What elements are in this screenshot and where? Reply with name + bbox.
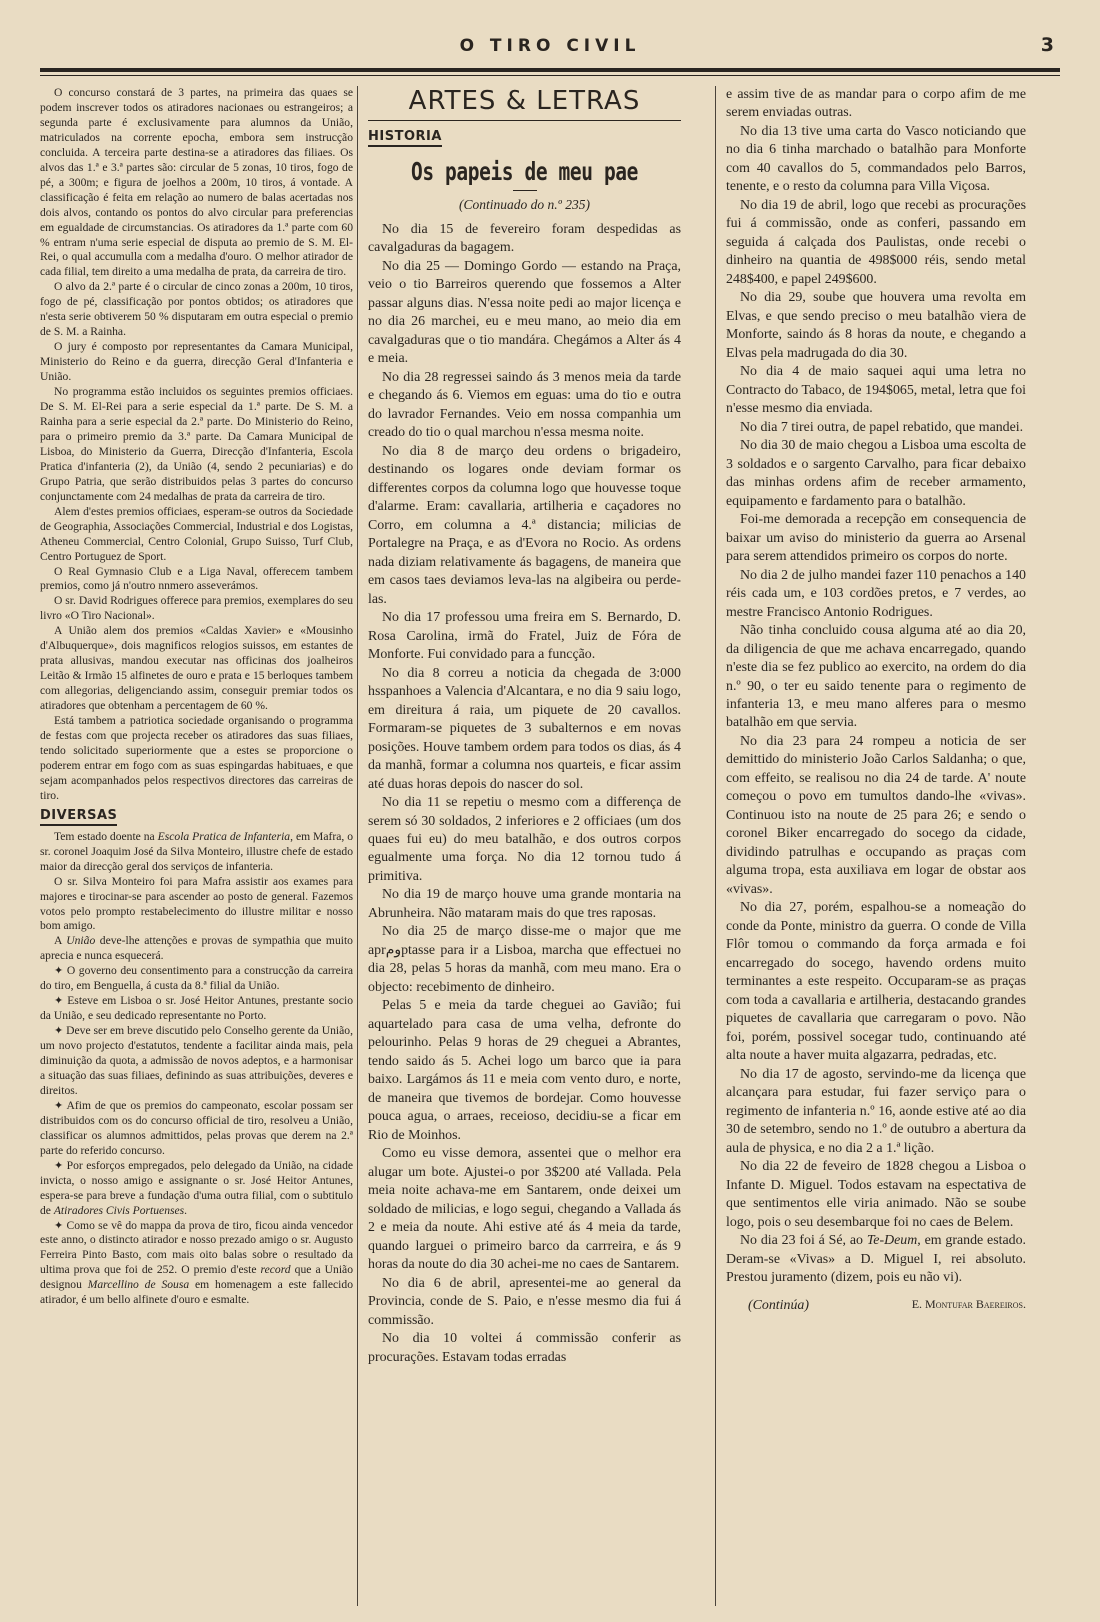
paragraph: No dia 8 correu a noticia da chegada de 3:000 hsspanhoes a Valencia d'Alcantara, e no dia 9 saiu logo, em direitura á raia, um piquete de 20 cavallos. Formaram-se piquetes de 3 subalternos e em novas posições. Houve tambem ordem para todos os dias, ás 4 da manhã, formar a columna nos quarteis, e ficar assim até duas horas depois do nascer do sol. — [368, 665, 681, 792]
paragraph: No dia 10 voltei á commissão conferir as procurações. Estavam todas erradas — [368, 1331, 681, 1365]
news-item: ✦ Esteve em Lisboa o sr. José Heitor Antunes, prestante socio da União, e seu dedicado representante no Porto. — [40, 994, 353, 1023]
title-rule — [513, 190, 537, 191]
article-title: Os papeis de meu pae — [410, 157, 639, 186]
paragraph: O sr. David Rodrigues offerece para premios, exemplares do seu livro «O Tiro Nacional». — [40, 594, 353, 623]
news-item: ✦ Deve ser em breve discutido pelo Conselho gerente da União, um novo projecto d'estatutos, tendente a facilitar ainda mais, pela diminuição da quota, a admissão de novos adeptos, e a harmonisar a situação das suas filiaes, definindo as suas attribuições, deveres e direitos. — [40, 1024, 353, 1097]
newspaper-page — [40, 26, 1060, 1606]
paragraph: No dia 25 de março disse-me o major que me aprومptasse para ir a Lisboa, marcha que effectuei no dia 28, pelas 5 horas da manhã, com meu mano. Era o objecto: recebimento de dinheiro. — [368, 924, 681, 995]
sub-section-heading: HISTORIA — [368, 129, 442, 147]
paragraph: No dia 2 de julho mandei fazer 110 penachos a 140 réis cada um, e 103 cordões pretos, e 7 verdes, ao mestre Francisco Antonio Rodrigues. — [726, 567, 1026, 620]
paragraph: No dia 27, porém, espalhou-se a nomeação do conde da Ponte, ministro da guerra. O conde de Villa Flôr tomou o commando da força armada e foi encarregado do socego, havendo ordens muito terminantes a este respeito. Occuparam-se as praças com toda a cavallaria e artilheria, destacando grandes piquetes de cavallaria que carregaram o povo. Não foi, porém, possivel socegar tudo, continuando até alta noute a haver muita algazarra, pedradas, etc. — [726, 900, 1026, 1064]
ornament-icon: ✦ — [54, 965, 64, 978]
paragraph: A União alem dos premios «Caldas Xavier» e «Mousinho d'Albuquerque», dois magnificos relogios suissos, em estantes de prata allusivas, mandou executar nas officinas dos joalheiros Leitão & Irmão 15 alfinetes de ouro e prata e 15 berloques tambem com allegorias, deligenciando assim, conseguir premiar todos os atiradores que obtenham a percentagem de 60 %. — [40, 624, 353, 713]
paragraph: Como eu visse demora, assentei que o melhor era alugar um bote. Ajustei-o por 3$200 até Vallada. Pela meia noite achava-me em Santarem, onde deixei um soldado de milicias, e logo segui, chegando a Vallada ás 2 e meia da noute. Ahi estive até ás 4 meia da tarde, quando larguei o primeiro barco da carrreira, e ás 9 horas da noute do dia 30 achei-me no caes de Santarem. — [368, 1146, 681, 1273]
paragraph: No dia 30 de maio chegou a Lisboa uma escolta de 3 soldados e o sargento Carvalho, para ficar debaixo das minhas ordens afim de receber armamento, equipamento e fardamento para o batalhão. — [726, 438, 1026, 509]
header-rule-thick — [40, 68, 1060, 72]
paragraph: No dia 19 de março houve uma grande montaria na Abrunheira. Não mataram mais do que tres raposas. — [368, 887, 681, 921]
page-number: 3 — [1040, 34, 1054, 56]
paragraph: No dia 13 tive uma carta do Vasco noticiando que no dia 6 tinha marchado o batalhão para Monforte com 40 cavallos do 5, commandados pelo Barros, tenente, e o resto da columna para Villa Viçosa. — [726, 123, 1026, 195]
ornament-icon: ✦ — [54, 1219, 64, 1232]
middle-column — [357, 86, 681, 1606]
paragraph: No dia 22 de feveiro de 1828 chegou a Lisboa o Infante D. Miguel. Todos estavam na espectativa de que sentimentos elle viria animado. Não se soube logo, pois o seu desembarque foi no caes de Belem. — [726, 1159, 1026, 1230]
paragraph: Pelas 5 e meia da tarde cheguei ao Gavião; fui aquartelado para casa de uma velha, defronte do pelourinho. Pelas 9 horas de 29 cheguei a Abrantes, tendo saido ás 5. Achei logo um barco que ia para baixo. Largámos ás 11 e meia com vento duro, e norte, de maneira que tivemos de bordejar. Como houvesse pouca agua, o arraes, receioso, decidiu-se a ficar em Rio de Moinhos. — [368, 998, 681, 1143]
ornament-icon: ✦ — [54, 1159, 64, 1172]
left-column — [40, 86, 353, 1606]
paragraph: Não tinha concluido cousa alguma até ao dia 20, da diligencia de que me achava encarregado, quando n'este dia se fez publico ao exercito, na ordem do dia n.º 90, o ter eu saido tenente para o regimento de infanteria 13, e meu mano alferes para o mesmo batalhão em que servia. — [726, 623, 1026, 731]
news-item: ✦ Como se vê do mappa da prova de tiro, ficou ainda vencedor este anno, o distincto atirador e nosso prezado amigo o sr. Augusto Ferreira Pinto Basto, com mais oito balas sobre o resultado da ultima prova que foi de 252. O premio d'este record que a União designou Marcellino de Sousa em homenagem a este fallecido atirador, é um bello alfinete d'ouro e esmalte. — [40, 1218, 353, 1307]
paragraph: O Real Gymnasio Club e a Liga Naval, offerecem tambem premios, como já n'outro nnmero asseverámos. — [40, 564, 353, 593]
paragraph: No dia 23 para 24 rompeu a noticia de ser demittido do ministerio João Carlos Saldanha; o que, com effeito, se realisou no dia 24 de tarde. A' noute começou o povo em tumultos dando-lhe «vivas». Continuou isto na noute de 25 para 26; e sendo o coronel Biker encarregado do socego da cidade, dividindo patrulhas e occupando as praças com alguma tropa, esta auxiliava em logar de obstar aos «vivas». — [726, 733, 1026, 897]
news-item: ✦ Por esforços empregados, pelo delegado da União, na cidade invicta, o nosso amigo e assignante o sr. José Heitor Antunes, espera-se para breve a fundação d'uma outra filial, com o subtitulo de Atiradores Civis Portuenses. — [40, 1158, 353, 1217]
paragraph: No dia 7 tirei outra, de papel rebatido, que mandei. — [740, 419, 1024, 435]
paragraph: No dia 4 de maio saquei aqui uma letra no Contracto do Tabaco, de 194$065, metal, letra que foi n'esse mesmo dia enviada. — [726, 364, 1026, 417]
paragraph: No dia 15 de fevereiro foram despedidas as cavalgaduras da bagagem. — [368, 222, 681, 256]
paragraph: No dia 11 se repetiu o mesmo com a differença de serem só 30 soldados, 2 inferiores e 2 officiaes (um dos quaes fui eu) do meu batalhão, e dos outros corpos egualmente uma força. No dia 12 tornou tudo á primitiva. — [368, 795, 681, 884]
paragraph: A União deve-lhe attenções e provas de sympathia que muito aprecia e nunca esquecerá. — [40, 934, 353, 963]
author-name: E. Montufar Baereiros. — [911, 1297, 1026, 1312]
paragraph: O jury é composto por representantes da Camara Municipal, Ministerio do Reino e da guerra, direcção Geral d'Infanteria e União. — [40, 340, 353, 384]
paragraph: Foi-me demorada a recepção em consequencia de baixar um aviso do ministerio da guerra ao Arsenal para serem attendidos primeiro os corpos do norte. — [726, 512, 1026, 565]
paragraph: No dia 23 foi á Sé, ao Te-Deum, em grande estado. Deram-se «Vivas» a D. Miguel I, rei absoluto. Prestou juramento (dizem, pois eu não vi). — [726, 1233, 1026, 1285]
paragraph: e assim tive de as mandar para o corpo afim de me serem enviadas outras. — [726, 87, 1026, 121]
paragraph: No dia 6 de abril, apresentei-me ao general da Provincia, conde de S. Paio, e n'esse mesmo dia fui á commissão. — [368, 1275, 681, 1328]
right-column — [715, 86, 1026, 1606]
paragraph: Tem estado doente na Escola Pratica de Infanteria, em Mafra, o sr. coronel Joaquim José da Silva Monteiro, illustre chefe de estado maior da direcção geral dos serviços de infanteria. — [40, 829, 353, 873]
section-title: ARTES & LETRAS — [368, 86, 681, 121]
paragraph: O concurso constará de 3 partes, na primeira das quaes se podem inscrever todos os atiradores nacionaes ou estrangeiros; a segunda parte é exclusivamente para alumnos da União, matriculados na corrente epocha, embora sem instrucção concluida. A terceira parte destina-se a atiradores das filiaes. Os alvos das 1.ª e 3.ª partes são: circular de 5 zonas, 10 tiros, fogo de pé, a 300m; e figura de joelhos a 200m, 10 tiros, á vontade. A classificação é feita em relação ao numero de balas acertadas nos dois alvos, contando os pontos do alvo circular para preferencias em egualdade de circumstancias. Os atiradores da 1.ª parte com 60 % entram n'uma serie especial de disputa ao premio de S. M. El-Rei, o qual accumulla com a medalha d'ouro. O melhor atirador de cada filial, tem direito a uma medalha de prata, da carreira de tiro. — [40, 86, 353, 279]
paragraph: O sr. Silva Monteiro foi para Mafra assistir aos exames para majores e tirocinar-se para ascender ao posto de general. Fazemos votos pelo prompto restabelecimento do illustre militar e nosso bom amigo. — [40, 874, 353, 933]
paragraph: Está tambem a patriotica sociedade organisando o programma de festas com que projecta receber os atiradores das suas filiaes, tendo solicitado superiormente que a estes se proporcione o poderem entrar em fogo com as suas espingardas habituaes, e que sejam acompanhados pelos respectivos directores das carreiras de tiro. — [40, 714, 353, 802]
ornament-icon: ✦ — [54, 995, 64, 1008]
paragraph: No dia 28 regressei saindo ás 3 menos meia da tarde e chegando ás 6. Viemos em eguas: uma do tio e outra do lavrador Fernandes. Veio em nossa companhia um creado do tio o qual marchou n'essa mesma noite. — [368, 369, 681, 441]
news-item: ✦ O governo deu consentimento para a construcção da carreira do tiro, em Benguella, á custa da 8.ª filial da União. — [40, 964, 353, 993]
paragraph: No dia 8 de março deu ordens o brigadeiro, destinando os logares onde deviam formar os differentes corpos da columna logo que houvesse toque d'alarme. Eram: cavallaria, artilheria e caçadores no Corro, em columna a 4.ª distancia; milicias de Portalegre na Praça, e as d'Evora no Rocio. As ordens nada diziam relativamente ás bagagens, de maneira que em casos taes deviamos leva-las na algibeira ou perde-las. — [368, 443, 681, 607]
paragraph: No dia 29, soube que houvera uma revolta em Elvas, e que sendo preciso o meu batalhão viera de Monforte, saindo ás 8 horas da noute, e chegando a Elvas pela madrugada do dia 30. — [726, 290, 1026, 361]
continued-note: (Continuado do n.º 235) — [459, 197, 590, 212]
page-header — [40, 26, 1060, 66]
paragraph: No dia 25 — Domingo Gordo — estando na Praça, veio o tio Barreiros querendo que fossemos a Alter passar alguns dias. N'essa noite pedi ao major licença e no dia 26 marchei, eu e meu mano, ao meio dia em cavalgaduras que o tio mandára. Chegámos a Alter ás 4 e meia. — [368, 258, 681, 367]
news-item: ✦ Afim de que os premios do campeonato, escolar possam ser distribuidos com os do concurso official de tiro, resolveu a União, classificar os alumnos admittidos, pelas provas que derem na 2.ª parte do referido concurso. — [40, 1098, 353, 1157]
paragraph: O alvo da 2.ª parte é o circular de cinco zonas a 200m, 10 tiros, fogo de pé, classificação por pontos obtidos; os atiradores que n'esta serie obtiverem 50 % disputaram em outra especial o premio de S. M. a Rainha. — [40, 280, 353, 339]
paragraph: No dia 17 professou uma freira em S. Bernardo, D. Rosa Carolina, irmã do Fratel, Juiz de Fóra de Monforte. Fui convidado para a funcção. — [368, 610, 681, 663]
header-rule-thin — [40, 75, 1060, 76]
section-heading-diversas: DIVERSAS — [40, 808, 117, 826]
ornament-icon: ✦ — [54, 1099, 64, 1112]
paragraph: No dia 17 de agosto, servindo-me da licença que alcançara para estudar, fui fazer serviço para o regimento de infanteria n.º 16, aonde estive até ao dia 30 de setembro, sendo no 1.º de outubro a abertura da aula de physica, e no dia 2 a 1.ª lição. — [726, 1066, 1026, 1156]
continues-note: (Continúa) — [748, 1298, 809, 1314]
article-signoff — [726, 1297, 1026, 1315]
paragraph: No programma estão incluidos os seguintes premios officiaes. De S. M. El-Rei para a serie especial da 1.ª parte. De S. M. a Rainha para a serie especial da 2.ª parte. Do Ministerio do Reino, para o primeiro premio da 3.ª parte. Da Camara Municipal de Lisboa, do Ministerio da Guerra, Direcção d'Infanteria, Escola Pratica d'infanteria (2), da União (4, sendo 2 pecuniarias) e do Grupo Patria, que serão distribuidos pelas 3 partes do concurso conjunctamente com 24 medalhas de prata da carreira de tiro. — [40, 385, 353, 503]
paragraph: No dia 19 de abril, logo que recebi as procurações fui á commissão, onde as conferi, passando em seguida á calçada dos Paulistas, onde recebi o dinheiro na quantia de 498$000 réis, sendo metal 248$400, e papel 249$600. — [726, 197, 1026, 287]
running-title: O TIRO CIVIL — [459, 36, 641, 56]
ornament-icon: ✦ — [54, 1025, 64, 1038]
paragraph: Alem d'estes premios officiaes, esperam-se outros da Sociedade de Geographia, Associações Commercial, Industrial e dos Logistas, Atheneu Commercial, Centro Colonial, Grupo Suisso, Turf Club, Centro Portuguez de Sport. — [40, 504, 353, 563]
